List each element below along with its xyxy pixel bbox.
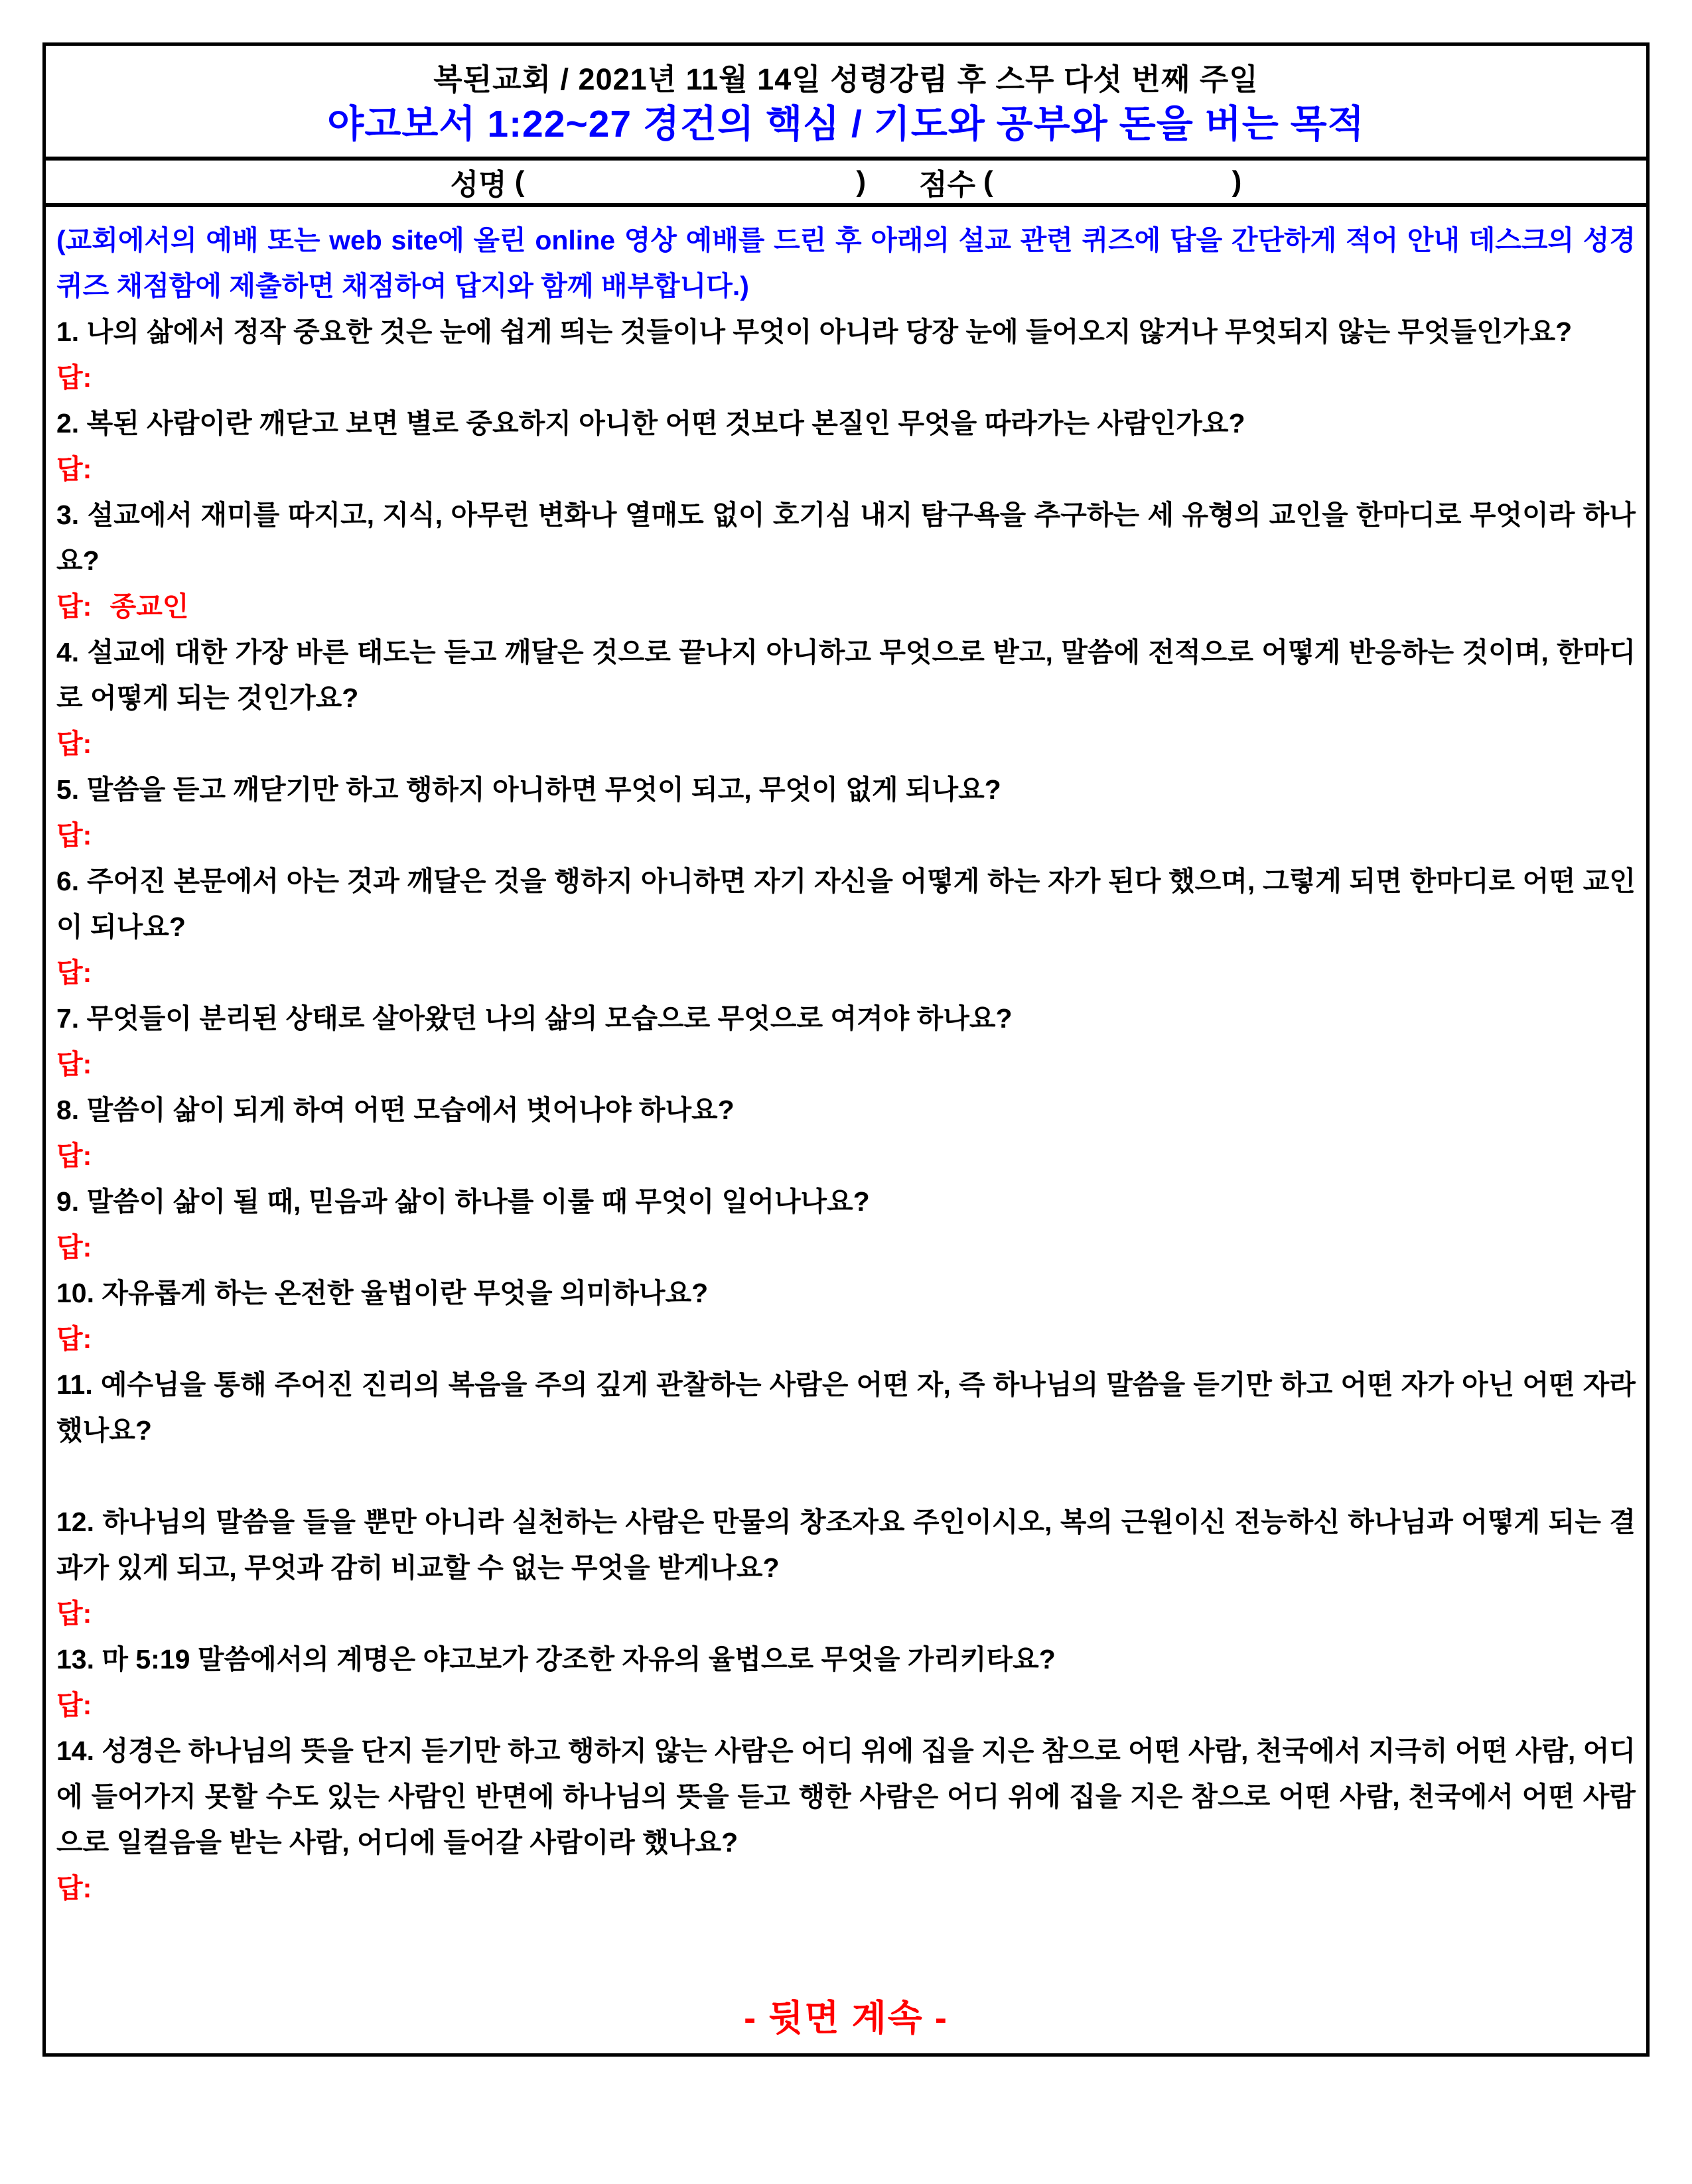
- question-text: 3. 설교에서 재미를 따지고, 지식, 아무런 변화나 열매도 없이 호기심 내지 탐구욕을 추구하는 세 유형의 교인을 한마디로 무엇이라 하나요?: [56, 499, 1636, 576]
- question-text: 5. 말씀을 듣고 깨닫기만 하고 행하지 아니하면 무엇이 되고, 무엇이 없게 되나요?: [56, 774, 1001, 805]
- question-block: [56, 996, 1636, 1087]
- name-score-row: [46, 157, 1646, 203]
- answer-line: [56, 1225, 1636, 1270]
- question-block: [56, 1499, 1636, 1637]
- quiz-body: [46, 203, 1646, 2054]
- question-text: 13. 마 5:19 말씀에서의 계명은 야고보가 강조한 자유의 율법으로 무엇을 가리키타요?: [56, 1643, 1056, 1674]
- question-text: 10. 자유롭게 하는 온전한 율법이란 무엇을 의미하나요?: [56, 1277, 709, 1308]
- question-text: 8. 말씀이 삶이 되게 하여 어떤 모습에서 벗어나야 하나요?: [56, 1094, 735, 1125]
- answer-line: [56, 721, 1636, 767]
- question-block: [56, 630, 1636, 767]
- question-block: [56, 858, 1636, 996]
- question-block: [56, 1728, 1636, 1911]
- question-text: 6. 주어진 본문에서 아는 것과 깨달은 것을 행하지 아니하면 자기 자신을 어떻게 하는 자가 된다 했으며, 그렇게 되면 한마디로 어떤 교인이 되나요?: [56, 865, 1636, 942]
- answer-label: 답:: [56, 362, 92, 393]
- answer-line: [56, 584, 1636, 630]
- answer-value: 종교인: [109, 590, 189, 622]
- question-text: 11. 예수님을 통해 주어진 진리의 복음을 주의 깊게 관찰하는 사람은 어떤 자, 즉 하나님의 말씀을 듣기만 하고 어떤 자가 아닌 어떤 자라 했나요?: [56, 1369, 1636, 1446]
- instructions-paragraph: (교회에서의 예배 또는 web site에 올린 online 영상 예배를 드린 후 아래의 설교 관련 퀴즈에 답을 간단하게 적어 안내 데스크의 성경 퀴즈 채점함에 제출하면 채점하여 답지와 함께 배부합니다.): [56, 224, 1636, 301]
- question-text: 2. 복된 사람이란 깨닫고 보면 별로 중요하지 아니한 어떤 것보다 본질인 무엇을 따라가는 사람인가요?: [56, 407, 1245, 439]
- question-text: 9. 말씀이 삶이 될 때, 믿음과 삶이 하나를 이룰 때 무엇이 일어나나요?: [56, 1186, 870, 1217]
- answer-line: [56, 355, 1636, 401]
- answer-line: [56, 1316, 1636, 1362]
- question-block: [56, 1087, 1636, 1179]
- answer-label: 답:: [56, 1048, 92, 1079]
- name-write-blank: [524, 181, 856, 182]
- answer-label: 답:: [56, 1689, 92, 1720]
- document-header: [46, 46, 1646, 157]
- answer-label: 답:: [56, 1140, 92, 1171]
- question-block: [56, 1362, 1636, 1499]
- answer-line: [56, 950, 1636, 996]
- question-block: [56, 767, 1636, 858]
- question-block: [56, 492, 1636, 630]
- name-paren-close: ): [856, 165, 866, 198]
- question-block: [56, 1270, 1636, 1362]
- question-text: 7. 무엇들이 분리된 상태로 살아왔던 나의 삶의 모습으로 무엇으로 여겨야 하나요?: [56, 1002, 1013, 1034]
- sermon-title: 야고보서 1:22~27 경건의 핵심 / 기도와 공부와 돈을 버는 목적: [327, 103, 1365, 146]
- score-write-blank: [993, 181, 1232, 182]
- answer-label: 답:: [56, 819, 92, 851]
- question-block: [56, 401, 1636, 492]
- answer-label: 답:: [56, 590, 92, 622]
- question-text: 1. 나의 삶에서 정작 중요한 것은 눈에 쉽게 띄는 것들이나 무엇이 아니라 당장 눈에 들어오지 않거나 무엇되지 않는 무엇들인가요?: [56, 316, 1573, 347]
- church-date-line: 복된교회 / 2021년 11월 14일 성령강림 후 스무 다섯 번째 주일: [433, 62, 1259, 96]
- answer-label: 답:: [56, 728, 92, 759]
- score-label: 점수: [919, 168, 976, 201]
- answer-line: [56, 446, 1636, 492]
- answer-label: 답:: [56, 1323, 92, 1354]
- document-border-box: [42, 42, 1650, 2057]
- answer-label: 답:: [56, 1231, 92, 1263]
- answer-line: [56, 1866, 1636, 1911]
- name-label: 성명: [450, 168, 507, 201]
- question-text: 4. 설교에 대한 가장 바른 태도는 듣고 깨달은 것으로 끝나지 아니하고 무엇으로 받고, 말씀에 전적으로 어떻게 반응하는 것이며, 한마디로 어떻게 되는 것인가요?: [56, 636, 1636, 713]
- question-block: [56, 1637, 1636, 1728]
- answer-line: [56, 1042, 1636, 1087]
- answer-line: [56, 1591, 1636, 1637]
- answer-line: [56, 1682, 1636, 1728]
- question-text: 14. 성경은 하나님의 뜻을 단지 듣기만 하고 행하지 않는 사람은 어디 위에 집을 지은 참으로 어떤 사람, 천국에서 지극히 어떤 사람, 어디에 들어가지 못할 수도 있는 사람인 반면에 하나님의 뜻을 듣고 행한 사람은 어디 위에 집을 지은 참으로 어떤 사람, 천국에서 어떤 사람으로 일컬음을 받는 사람, 어디에 들어갈 사람이라 했나요?: [56, 1735, 1636, 1858]
- answer-label: 답:: [56, 1598, 92, 1629]
- answer-line: [56, 813, 1636, 858]
- question-block: [56, 1179, 1636, 1270]
- question-block: [56, 309, 1636, 401]
- score-paren-open: (: [983, 165, 993, 198]
- question-text: 12. 하나님의 말씀을 들을 뿐만 아니라 실천하는 사람은 만물의 창조자요 주인이시오, 복의 근원이신 전능하신 하나님과 어떻게 되는 결과가 있게 되고, 무엇과 감히 비교할 수 없는 무엇을 받게나요?: [56, 1506, 1636, 1583]
- name-paren-open: (: [514, 165, 525, 198]
- answer-line: [56, 1133, 1636, 1179]
- continued-on-back-footer: - 뒷면 계속 -: [744, 1998, 948, 2038]
- answer-label: 답:: [56, 453, 92, 484]
- score-paren-close: ): [1232, 165, 1242, 198]
- answer-label: 답:: [56, 1872, 92, 1903]
- answer-label: 답:: [56, 957, 92, 988]
- blank-answer-space: [56, 1454, 1636, 1499]
- question-list: [56, 309, 1636, 1911]
